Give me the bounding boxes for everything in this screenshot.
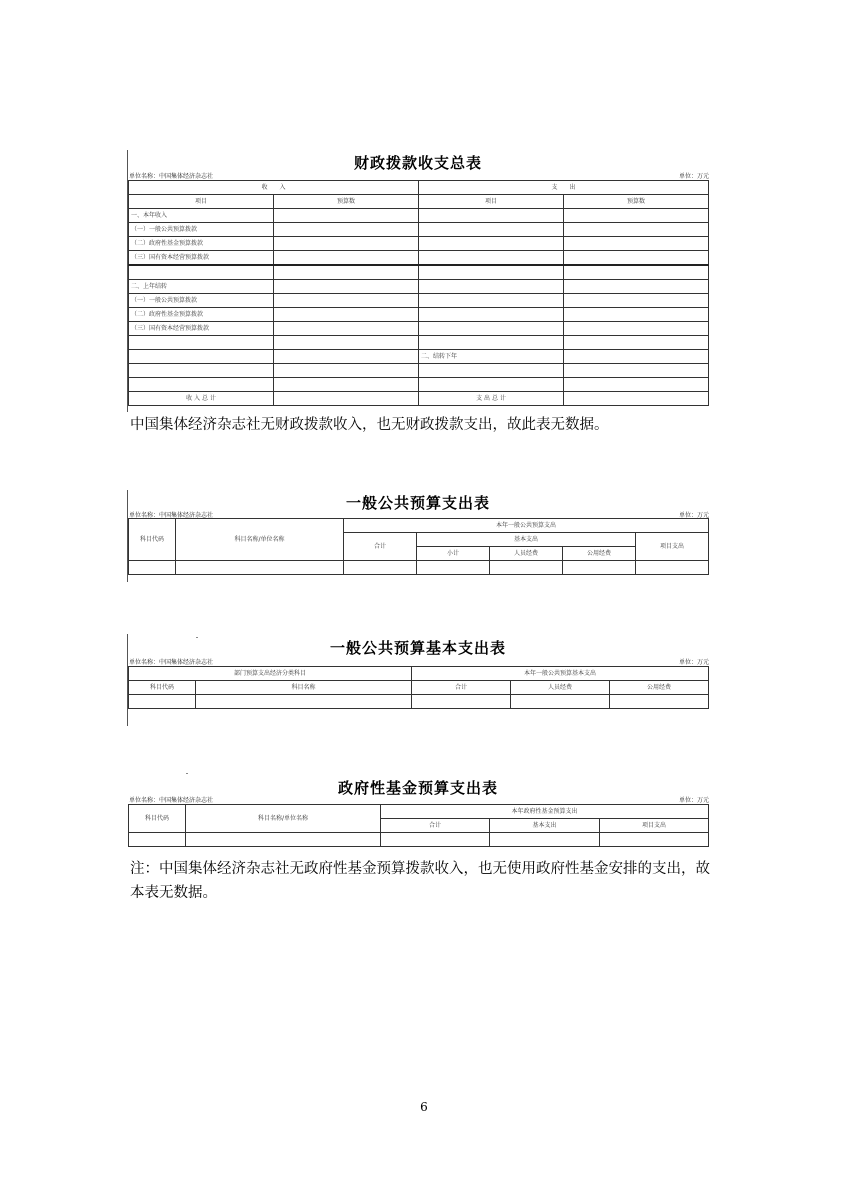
page-number: 6 — [420, 1100, 428, 1114]
row-label: 一、本年收入 — [129, 209, 274, 223]
unit-name: 单位名称：中国集体经济杂志社 — [129, 512, 214, 519]
row-label: （一）一般公共预算拨款 — [129, 294, 274, 308]
table-row — [129, 181, 709, 195]
header-expense: 支 出 — [419, 181, 709, 195]
table-row — [129, 294, 709, 308]
section-fiscal-summary — [127, 150, 709, 412]
section-gov-fund — [127, 775, 709, 850]
unit-label: 单位：万元 — [678, 173, 709, 180]
unit-name: 单位名称：中国集体经济杂志社 — [129, 173, 214, 180]
table-row — [129, 336, 709, 350]
table-row — [129, 667, 709, 681]
header-name: 科目名称/单位名称 — [186, 805, 381, 833]
header-total: 合计 — [412, 681, 511, 695]
unit-label: 单位：万元 — [678, 659, 709, 666]
header-code: 科目代码 — [129, 681, 196, 695]
row-label — [129, 265, 274, 280]
header-name: 科目名称 — [196, 681, 412, 695]
row-label: 二、结转下年 — [419, 350, 564, 364]
table-row — [129, 195, 709, 209]
table-row — [129, 833, 709, 847]
table-row — [129, 364, 709, 378]
section-general-budget — [127, 490, 709, 582]
header-basic: 基本支出 — [490, 819, 600, 833]
header-staff: 人员经费 — [490, 547, 563, 561]
table-row — [129, 251, 709, 266]
table-row — [129, 695, 709, 709]
section-basic-budget — [127, 634, 709, 726]
header-right-group: 本年一般公共预算基本支出 — [412, 667, 709, 681]
table-title: 政府性基金预算支出表 — [337, 779, 498, 797]
table-title: 一般公共预算支出表 — [345, 494, 490, 512]
row-label: 二、上年结转 — [129, 280, 274, 294]
unit-name: 单位名称：中国集体经济杂志社 — [129, 659, 214, 666]
basic-budget-table — [128, 666, 709, 709]
header-public: 公用经费 — [563, 547, 636, 561]
header-code: 科目代码 — [129, 519, 176, 561]
header-staff: 人员经费 — [511, 681, 610, 695]
speck — [186, 773, 188, 774]
unit-label: 单位：万元 — [678, 512, 709, 519]
row-label — [129, 336, 274, 350]
fiscal-summary-table — [128, 180, 709, 406]
table-row — [129, 308, 709, 322]
table-row — [129, 681, 709, 695]
row-label: （一）一般公共预算拨款 — [129, 223, 274, 237]
unit-name: 单位名称：中国集体经济杂志社 — [129, 797, 214, 804]
gov-fund-table — [128, 804, 709, 847]
table-title: 财政拨款收支总表 — [353, 154, 482, 172]
header-basic: 基本支出 — [417, 533, 636, 547]
header-total: 合计 — [344, 533, 417, 561]
table-row — [129, 561, 709, 575]
total-income-label: 收 入 总 计 — [129, 392, 274, 406]
row-label: （三）国有资本经营预算拨款 — [129, 322, 274, 336]
general-budget-table — [128, 518, 709, 575]
note-gov-fund: 注：中国集体经济杂志社无政府性基金预算拨款收入，也无使用政府性基金安排的支出，故本表无数据。 — [130, 861, 710, 901]
table-row — [129, 265, 709, 280]
table-meta — [129, 795, 709, 804]
table-row — [129, 519, 709, 533]
header-item: 项目 — [419, 195, 564, 209]
header-project: 项目支出 — [600, 819, 709, 833]
header-code: 科目代码 — [129, 805, 186, 833]
header-income: 收 入 — [129, 181, 419, 195]
table-row — [129, 237, 709, 251]
header-name: 科目名称/单位名称 — [176, 519, 344, 561]
note-fiscal-summary: 中国集体经济杂志社无财政拨款收入，也无财政拨款支出，故此表无数据。 — [130, 417, 609, 433]
table-row — [129, 209, 709, 223]
total-expense-label: 支 出 总 计 — [419, 392, 564, 406]
header-subtotal: 小计 — [417, 547, 490, 561]
header-budget: 预算数 — [564, 195, 709, 209]
table-row — [129, 350, 709, 364]
table-row — [129, 805, 709, 819]
table-meta — [129, 171, 709, 180]
table-row — [129, 223, 709, 237]
header-group: 本年一般公共预算支出 — [344, 519, 709, 533]
table-title: 一般公共预算基本支出表 — [329, 639, 506, 657]
table-row-total — [129, 392, 709, 406]
header-group: 本年政府性基金预算支出 — [381, 805, 709, 819]
row-label: （二）政府性基金预算拨款 — [129, 237, 274, 251]
header-project: 项目支出 — [636, 533, 709, 561]
unit-label: 单位：万元 — [678, 797, 709, 804]
header-left-group: 部门预算支出经济分类科目 — [129, 667, 412, 681]
table-meta — [129, 657, 709, 666]
table-row — [129, 322, 709, 336]
header-item: 项目 — [129, 195, 274, 209]
table-row — [129, 280, 709, 294]
row-label: （三）国有资本经营预算拨款 — [129, 251, 274, 266]
row-label: （二）政府性基金预算拨款 — [129, 308, 274, 322]
header-public: 公用经费 — [610, 681, 709, 695]
header-total: 合计 — [381, 819, 490, 833]
header-budget: 预算数 — [274, 195, 419, 209]
table-row — [129, 378, 709, 392]
